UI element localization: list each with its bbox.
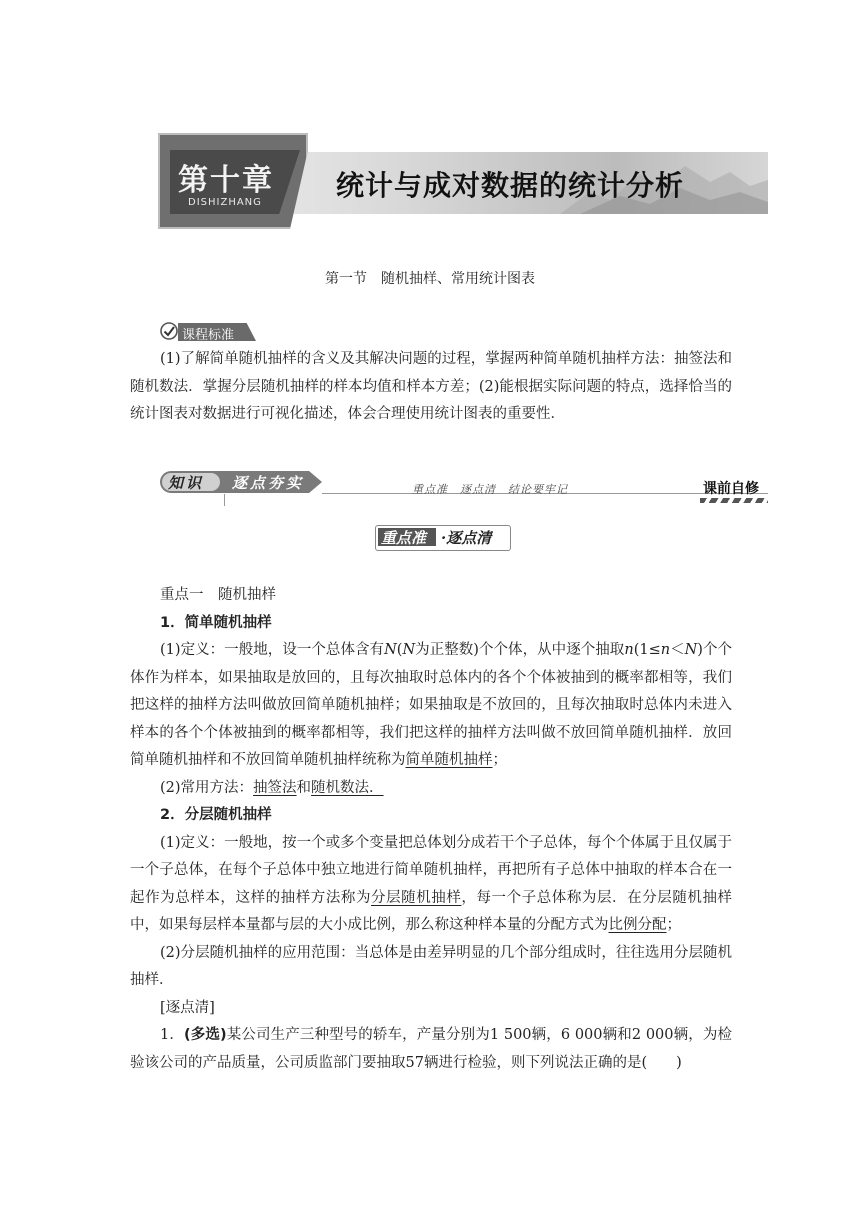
- knowledge-dash-decoration: [700, 498, 768, 503]
- multi-select-tag: (多选): [183, 1027, 227, 1043]
- definition-simple-sampling: (1)定义：一般地，设一个总体含有N(N为正整数)个个体，从中逐个抽取n(1≤n＜N)个个体作为样本，如果抽取是放回的，且每次抽取时总体内的各个个体被抽到的概率都相等，我们把这样的抽样方法叫做放回简单随机抽样；如果抽取是不放回的，且每次抽取时总体内未进入样本的各个个体被抽到的概率都相等，我们把这样的抽样方法叫做不放回简单随机抽样．放回简单随机抽样和不放回简单随机抽样统称为简单随机抽样；: [130, 642, 732, 768]
- knowledge-subtitle: 重点准 逐点清 结论要牢记: [412, 483, 568, 496]
- knowledge-sublabel: 逐点夯实: [232, 474, 305, 492]
- check-icon: [160, 322, 178, 340]
- knowledge-label: 知识: [168, 474, 205, 492]
- knowledge-right-label: 课前自修: [703, 481, 759, 497]
- question-1: 1．(多选)某公司生产三种型号的轿车，产量分别为1 500辆，6 000辆和2 000辆，为检验该公司的产品质量，公司质监部门要抽取57辆进行检验，则下列说法正确的是( ): [130, 1027, 732, 1071]
- practice-heading: [逐点清]: [160, 999, 215, 1016]
- answer-proportional: 比例分配: [608, 917, 667, 933]
- knowledge-tick: [224, 494, 225, 506]
- heading-stratified-sampling: 2．分层随机抽样: [160, 807, 272, 823]
- chapter-pinyin: DISHIZHANG: [188, 197, 262, 208]
- chapter-label: 第十章: [178, 163, 274, 198]
- answer-lottery: 抽签法: [253, 779, 297, 796]
- application-scope: (2)分层随机抽样的应用范围：当总体是由差异明显的几个部分组成时，往往选用分层随机抽样．: [130, 944, 732, 988]
- sub-badge-left: 重点准: [381, 529, 427, 547]
- main-content: [130, 582, 732, 1077]
- section-title: 第一节 随机抽样、常用统计图表: [325, 271, 535, 287]
- sub-badge-right: ·逐点清: [441, 529, 492, 547]
- chapter-title: 统计与成对数据的统计分析: [336, 169, 685, 202]
- definition-stratified-sampling: (1)定义：一般地，按一个或多个变量把总体划分成若干个子总体，每个个体属于且仅属于一个子总体，在每个子总体中独立地进行简单随机抽样，再把所有子总体中抽取的样本合在一起作为总样本，这样的抽样方法称为分层随机抽样，每一个子总体称为层．在分层随机抽样中，如果每层样本量都与层的大小成比例，那么称这种样本量的分配方式为比例分配；: [130, 834, 733, 933]
- standards-text: (1)了解简单随机抽样的含义及其解决问题的过程，掌握两种简单随机抽样方法：抽签法和随机数法．掌握分层随机抽样的样本均值和样本方差；(2)能根据实际问题的特点，选择恰当的统计图表对数据进行可视化描述，体会合理使用统计图表的重要性．: [130, 351, 732, 422]
- answer-random-number: 随机数法．: [311, 779, 384, 796]
- answer-simple-sampling: 简单随机抽样: [405, 752, 493, 768]
- common-methods: (2)常用方法：抽签法和随机数法．: [160, 779, 384, 796]
- standards-badge: 课程标准: [182, 328, 235, 343]
- heading-simple-sampling: 1．简单随机抽样: [160, 614, 272, 631]
- answer-stratified: 分层随机抽样: [371, 889, 462, 906]
- point-title: 重点一 随机抽样: [160, 587, 276, 603]
